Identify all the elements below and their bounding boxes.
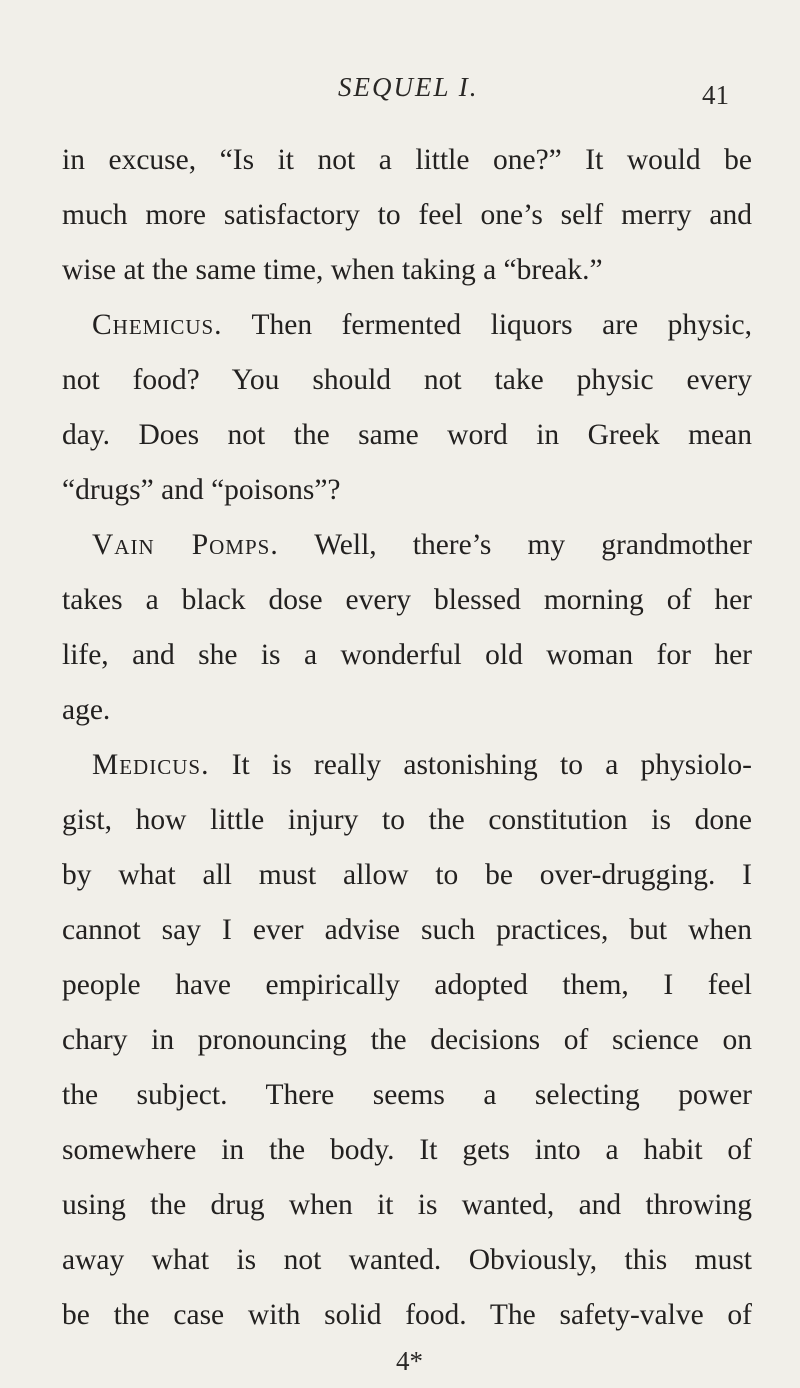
- speaker-name: Medicus.: [92, 749, 210, 781]
- text-line: using the drug when it is wanted, and throwing: [62, 1189, 752, 1221]
- text-line: away what is not wanted. Obviously, this must: [62, 1244, 752, 1276]
- text-line: much more satisfactory to feel one’s self merry and: [62, 199, 752, 231]
- text-line: age.: [62, 694, 111, 726]
- text-line: people have empirically adopted them, I feel: [62, 969, 752, 1001]
- text-line: takes a black dose every blessed morning of her: [62, 584, 752, 616]
- text-line: Chemicus. Then fermented liquors are physic,: [92, 309, 752, 341]
- page-number: 41: [702, 80, 729, 110]
- speaker-name: Chemicus.: [92, 309, 223, 341]
- speaker-name: Vain Pomps.: [92, 529, 279, 561]
- text-line: life, and she is a wonderful old woman for her: [62, 639, 752, 671]
- text-line: gist, how little injury to the constitution is done: [62, 804, 752, 836]
- text-line: by what all must allow to be over-drugging. I: [62, 859, 752, 891]
- signature-mark: 4*: [396, 1346, 423, 1376]
- text-line: day. Does not the same word in Greek mean: [62, 419, 752, 451]
- text-line: “drugs” and “poisons”?: [62, 474, 341, 506]
- text-line: Vain Pomps. Well, there’s my grandmother: [92, 529, 753, 561]
- text-line: somewhere in the body. It gets into a habit of: [62, 1134, 752, 1166]
- text-line: in excuse, “Is it not a little one?” It would be: [62, 144, 752, 176]
- text-line: be the case with solid food. The safety-valve of: [62, 1299, 752, 1331]
- text-line: cannot say I ever advise such practices, but when: [62, 914, 752, 946]
- text-line: the subject. There seems a selecting power: [62, 1079, 752, 1111]
- text-line: wise at the same time, when taking a “break.”: [62, 254, 603, 286]
- text-line: chary in pronouncing the decisions of science on: [62, 1024, 752, 1056]
- running-head-title: SEQUEL I.: [338, 72, 479, 102]
- text-line: Medicus. It is really astonishing to a physiolo-: [92, 749, 752, 781]
- text-line: not food? You should not take physic every: [62, 364, 752, 396]
